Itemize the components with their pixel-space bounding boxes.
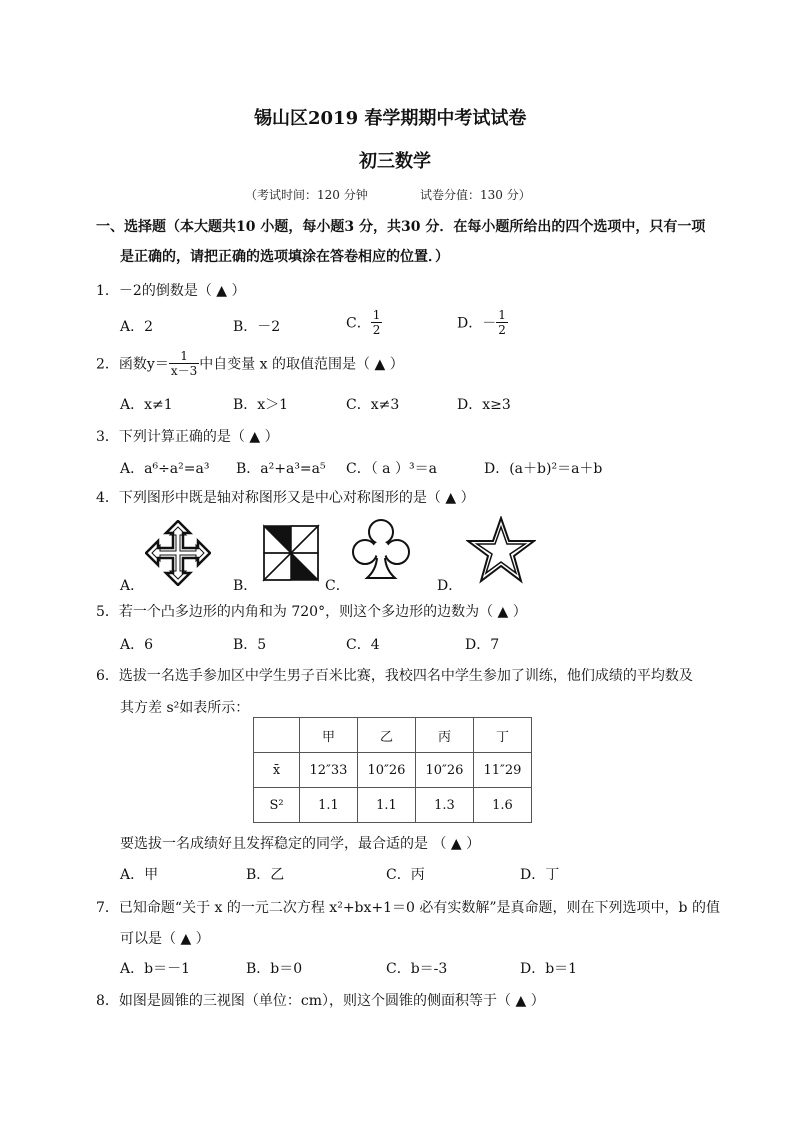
question-6-line1: 6．选拔一名选手参加区中学生男子百米比赛，我校四名中学生参加了训练，他们成绩的平均数及 [96,668,693,684]
table-header-cell: 丁 [474,718,532,753]
q5-option-b: B．5 [233,637,267,653]
table-cell: 12″33 [300,753,358,788]
q6-option-a: A．甲 [120,867,159,883]
q2-option-c: C．x≠3 [346,397,400,413]
exam-title: 锡山区2019 春学期期中考试试卷 [254,108,527,129]
question-6-line2: 其方差 s²如表所示： [120,700,250,716]
q4-option-c: C． [325,578,350,594]
q3-option-c: C．（ a ）³＝a [346,461,437,477]
question-8-stem: 8．如图是圆锥的三视图（单位：cm），则这个圆锥的侧面积等于（ ▲ ） [96,993,545,1009]
q6-option-d: D．丁 [520,867,560,883]
question-2-stem: 2．函数y＝ $\frac{1}{x-3}$ 中自变量 x 的取值范围是（ ▲ ） [96,349,404,378]
q1-option-b: B．－2 [233,319,281,335]
table-row [254,753,532,788]
table-header-row [254,718,532,753]
scores-table [253,717,532,823]
exam-subtitle: 初三数学 [359,151,431,172]
q2-option-d: D．x≥3 [457,397,511,413]
q7-option-b: B．b＝0 [246,961,303,977]
q7-option-c: C．b＝-3 [386,961,448,977]
question-1-stem: 1．－2的倒数是（ ▲ ） [96,283,246,299]
table-cell: 1.3 [416,788,474,823]
pinwheel-icon [262,524,320,582]
section-heading-line2: 是正确的，请把正确的选项填涂在答卷相应的位置．） [120,249,449,265]
question-5-stem: 5．若一个凸多边形的内角和为 720°，则这个多边形的边数为（ ▲ ） [96,604,527,620]
question-3-stem: 3．下列计算正确的是（ ▲ ） [96,429,279,445]
q4-option-b: B． [233,578,258,594]
q2-option-a: A．x≠1 [120,397,173,413]
question-7-line2: 可以是（ ▲ ） [120,931,210,947]
q6-option-c: C．丙 [386,867,425,883]
q1-option-c: C． $\frac{1}{2}$ [346,308,381,337]
exam-time: （考试时间：120 分钟 [245,188,368,202]
section-heading-line1: 一、选择题（本大题共10 小题，每小题3 分，共30 分．在每小题所给出的四个选项中，只有一项 [96,219,706,235]
table-header-cell: 乙 [358,718,416,753]
question-7-line1: 7．已知命题“关于 x 的一元二次方程 x²+bx+1＝0 必有实数解”是真命题，则在下列选项中，b 的值 [96,900,720,916]
q5-option-c: C．4 [346,637,380,653]
q3-option-b: B．a²+a³=a⁵ [236,461,326,477]
q3-option-d: D．(a＋b)²＝a＋b [484,461,603,477]
table-cell: 1.1 [300,788,358,823]
table-row [254,788,532,823]
q4-option-d: D． [437,578,463,594]
table-cell: 1.6 [474,788,532,823]
q1-option-d: D．－ $\frac{1}{2}$ [457,308,506,337]
table-cell: 11″29 [474,753,532,788]
q6-option-b: B．乙 [246,867,285,883]
table-header-cell: 丙 [416,718,474,753]
star-icon [466,516,536,584]
q7-option-d: D．b＝1 [520,961,578,977]
q2-option-b: B．x＞1 [233,397,289,413]
q4-option-a: A． [120,578,145,594]
q1-option-a: A．2 [120,319,154,335]
table-cell: S² [254,788,300,823]
question-6-ask: 要选拔一名成绩好且发挥稳定的同学，最合适的是 （ ▲ ） [120,836,481,852]
table-cell: 10″26 [358,753,416,788]
question-4-stem: 4．下列图形中既是轴对称图形又是中心对称图形的是（ ▲ ） [96,490,475,506]
table-cell: 1.1 [358,788,416,823]
club-icon [350,518,412,582]
table-header-cell: 甲 [300,718,358,753]
table-header-cell [254,718,300,753]
q7-option-a: A．b＝－1 [120,961,190,977]
table-cell: 10″26 [416,753,474,788]
exam-score: 试卷分值：130 分） [420,188,531,202]
q5-option-d: D．7 [465,637,500,653]
table-cell: x̄ [254,753,300,788]
q5-option-a: A．6 [120,637,154,653]
q3-option-a: A．a⁶÷a²=a³ [120,461,210,477]
four-arrows-icon [145,520,211,586]
